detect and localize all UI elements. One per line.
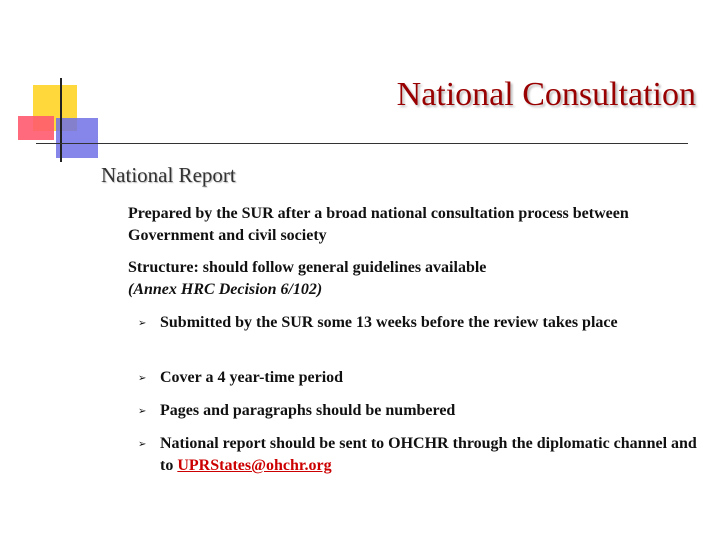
bullet-item (160, 433, 700, 477)
bullet-item: Submitted by the SUR some 13 weeks before the review takes place (160, 314, 618, 331)
bullet-item: Cover a 4 year-time period (160, 369, 344, 386)
bullet-arrow-icon: ➢ (138, 406, 147, 417)
section-heading: National Report (101, 163, 236, 187)
structure-line: Structure: should follow general guidelines available (128, 259, 487, 276)
decor-red-square (18, 116, 54, 140)
annex-reference: (Annex HRC Decision 6/102) (128, 281, 323, 298)
slide-title: National Consultation (396, 76, 696, 113)
bullet-arrow-icon: ➢ (138, 318, 147, 329)
bullet-text: National report should be sent to OHCHR through the diplomatic channel and to (160, 435, 697, 474)
bullet-arrow-icon: ➢ (138, 439, 147, 450)
bullet-item: Pages and paragraphs should be numbered (160, 402, 456, 419)
title-rule (36, 143, 688, 144)
paragraph-prepared: Prepared by the SUR after a broad national consultation process between Government and civil society (128, 205, 629, 244)
email-link[interactable]: UPRStates@ohchr.org (177, 457, 332, 474)
decor-blue-square (56, 118, 98, 158)
bullet-arrow-icon: ➢ (138, 373, 147, 384)
decor-vertical-line (60, 78, 62, 162)
paragraph-structure (128, 257, 698, 301)
